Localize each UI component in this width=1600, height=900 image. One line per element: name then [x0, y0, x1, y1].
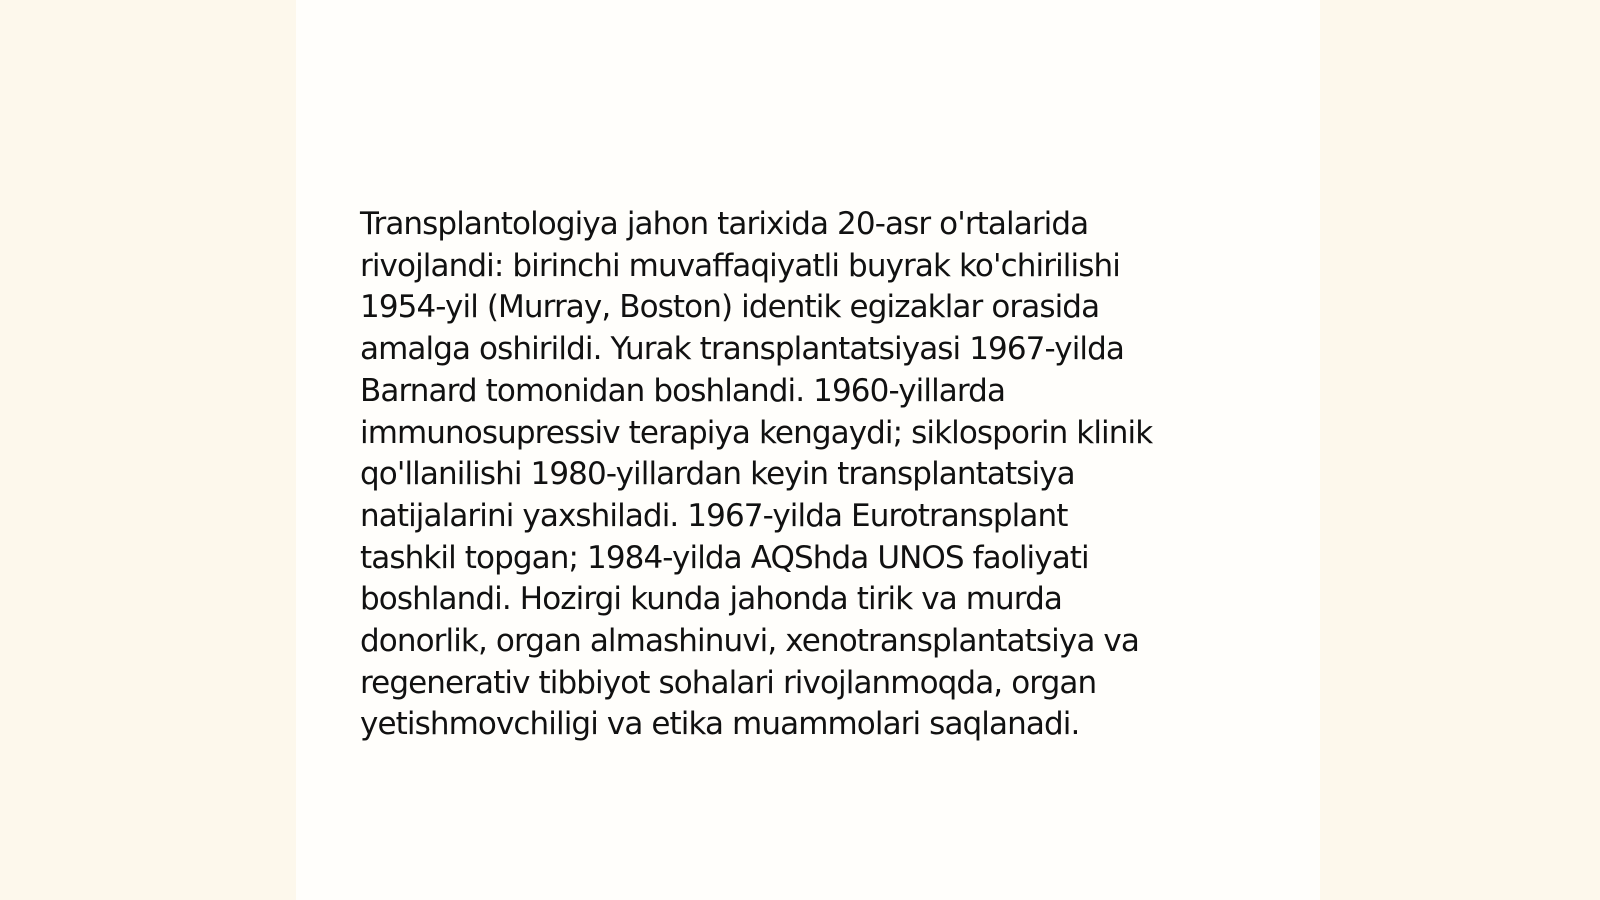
- paragraph-line: donorlik, organ almashinuvi, xenotransplantatsiya va: [360, 623, 1139, 660]
- paragraph-line: Barnard tomonidan boshlandi. 1960-yillarda: [360, 372, 1006, 409]
- document-page: [296, 0, 1320, 900]
- body-paragraph: [360, 204, 1260, 746]
- paragraph-line: tashkil topgan; 1984-yilda AQShda UNOS faoliyati: [360, 539, 1089, 576]
- paragraph-line: immunosupressiv terapiya kengaydi; siklosporin klinik: [360, 414, 1153, 451]
- paragraph-line: yetishmovchiligi va etika muammolari saqlanadi.: [360, 706, 1080, 743]
- paragraph-line: regenerativ tibbiyot sohalari rivojlanmoqda, organ: [360, 664, 1097, 701]
- paragraph-line: Transplantologiya jahon tarixida 20-asr o'rtalarida: [360, 206, 1089, 242]
- paragraph-line: amalga oshirildi. Yurak transplantatsiyasi 1967-yilda: [360, 331, 1124, 368]
- paragraph-line: natijalarini yaxshiladi. 1967-yilda Eurotransplant: [360, 497, 1068, 534]
- paragraph-line: 1954-yil (Murray, Boston) identik egizaklar orasida: [360, 289, 1100, 326]
- paragraph-line: qo'llanilishi 1980-yillardan keyin transplantatsiya: [360, 456, 1075, 493]
- paragraph-line: boshlandi. Hozirgi kunda jahonda tirik va murda: [360, 581, 1062, 618]
- paragraph-line: rivojlandi: birinchi muvaffaqiyatli buyrak ko'chirilishi: [360, 247, 1120, 284]
